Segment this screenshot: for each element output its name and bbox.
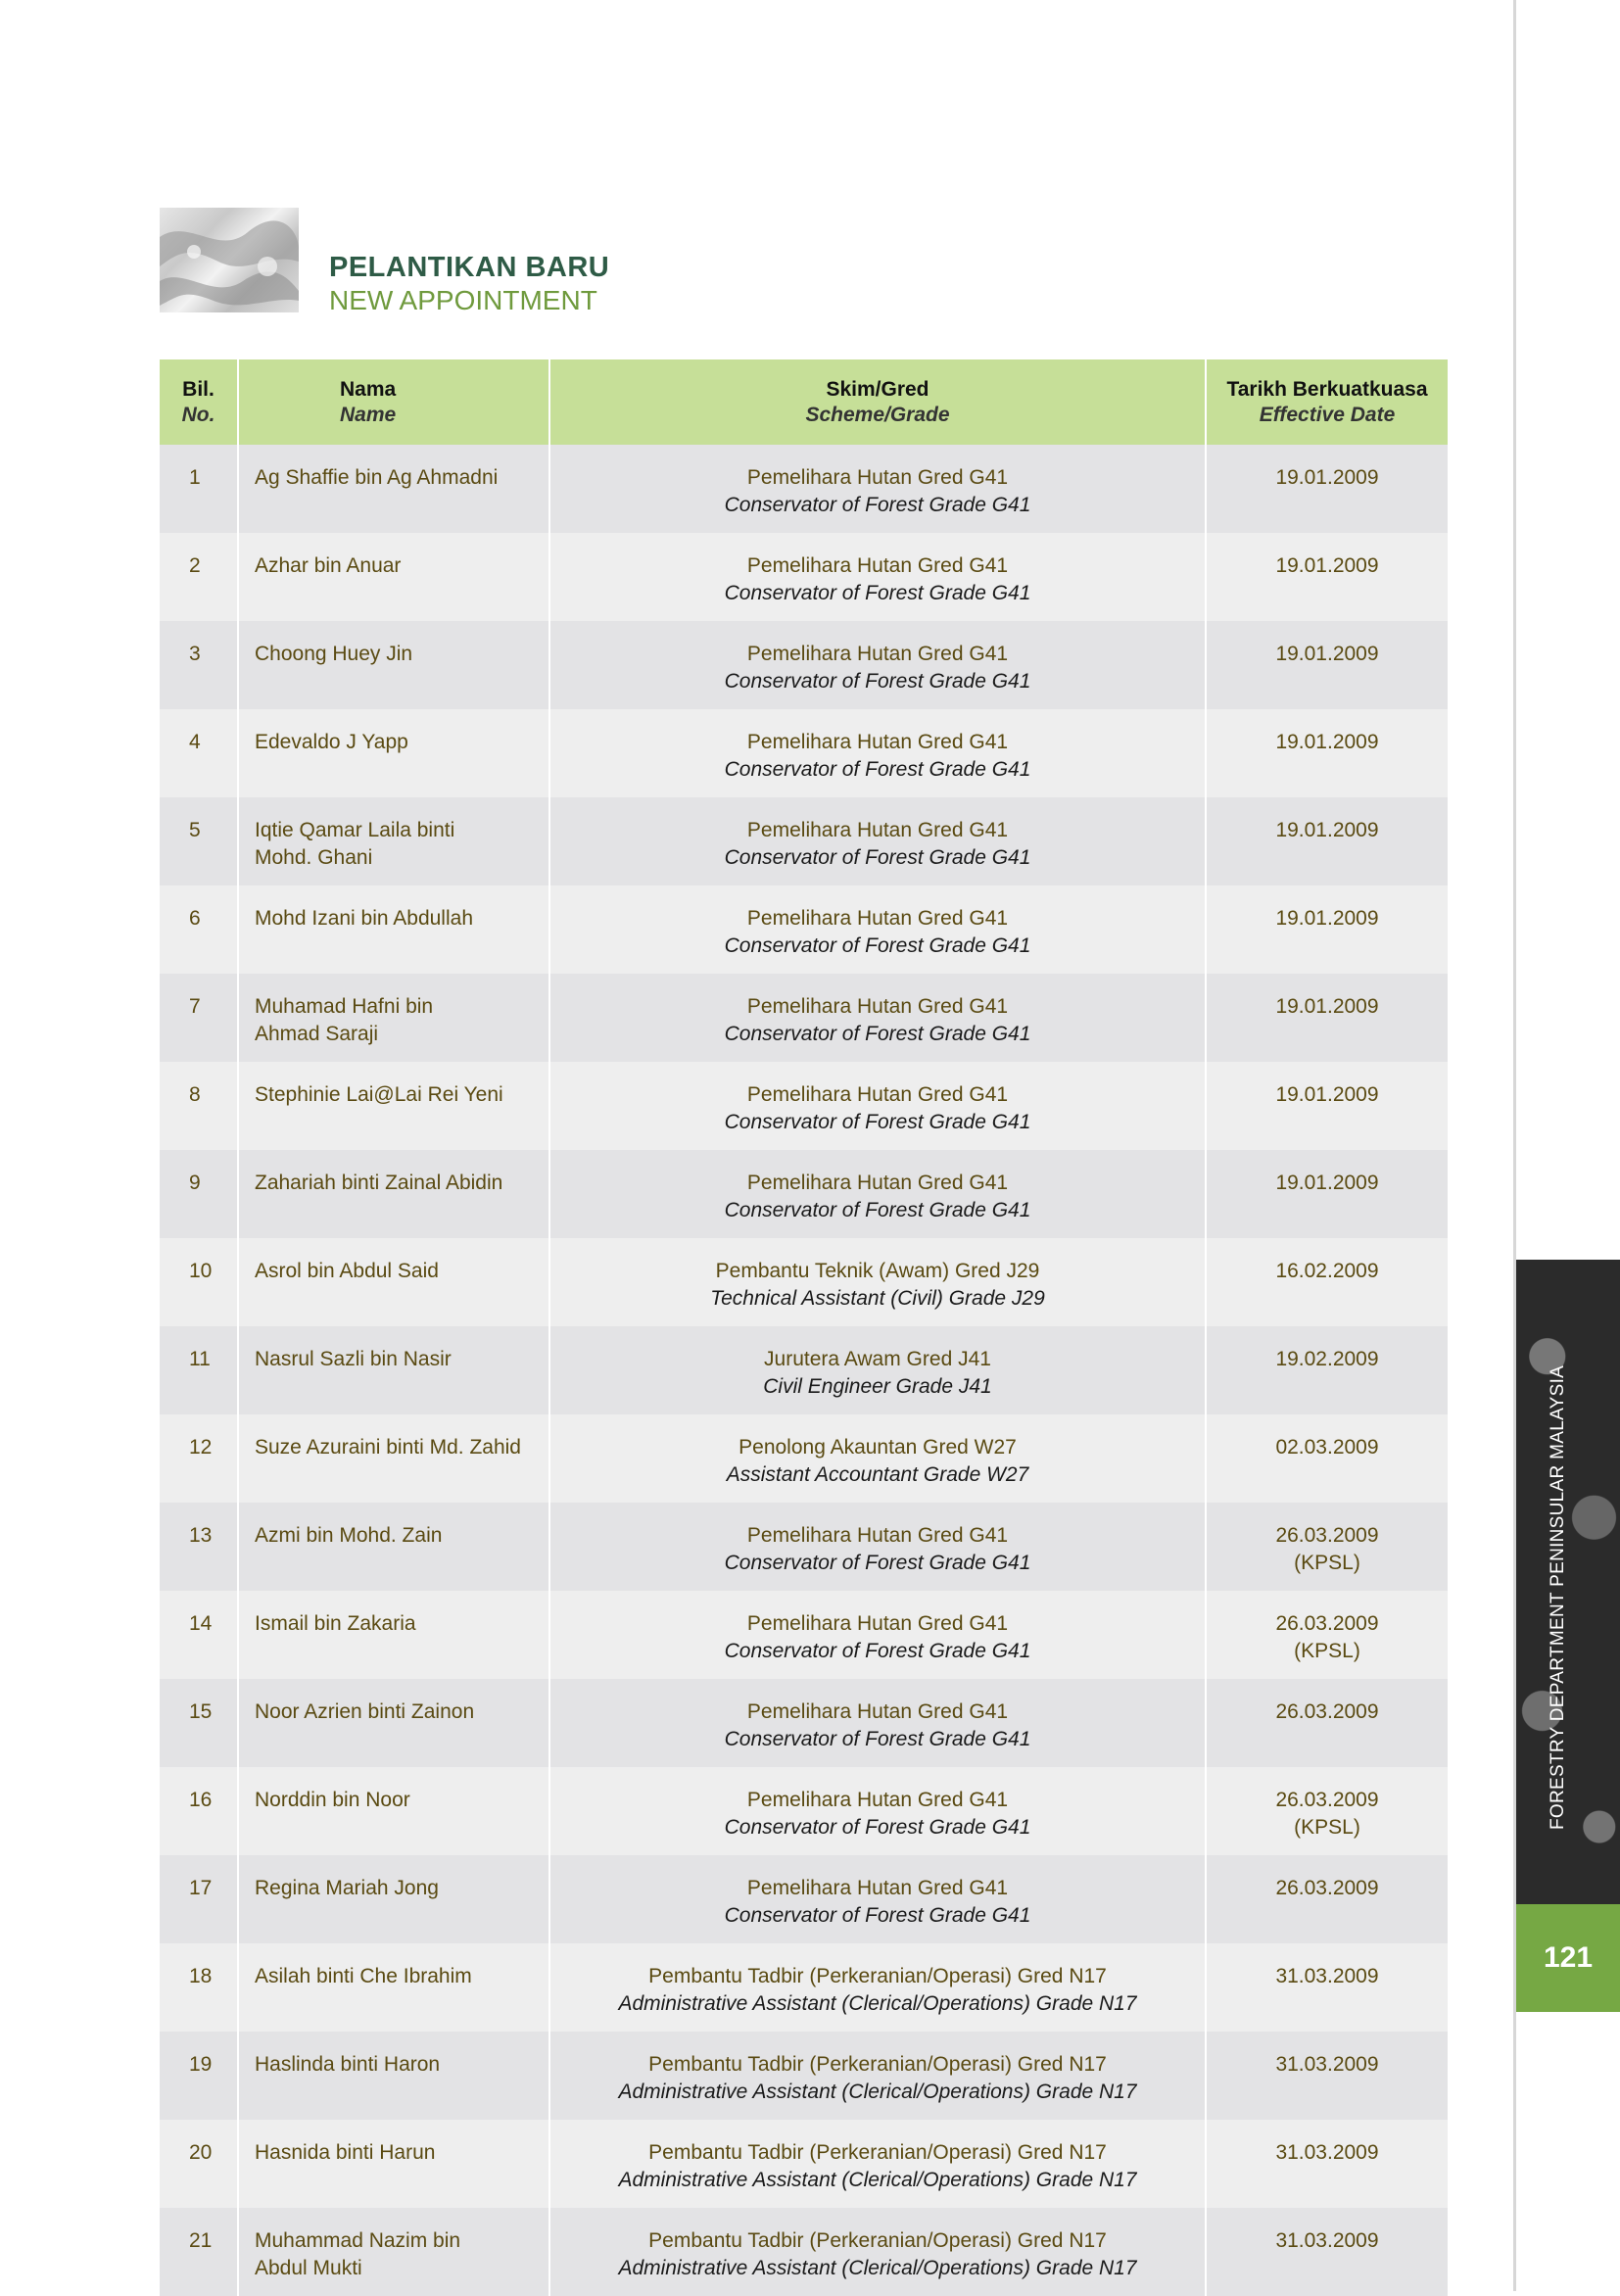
row-name-line1: Zahariah binti Zainal Abidin (255, 1172, 503, 1194)
row-scheme-ms: Pembantu Tadbir (Perkeranian/Operasi) Gred N17 (648, 2141, 1107, 2164)
row-name (238, 445, 549, 533)
section-heading (329, 251, 609, 317)
row-scheme-en: Conservator of Forest Grade G41 (724, 1023, 1031, 1045)
row-scheme (549, 1943, 1206, 2032)
heading-title-english: NEW APPOINTMENT (329, 285, 597, 315)
row-number: 20 (160, 2120, 238, 2208)
header-name (238, 359, 549, 445)
header-no-en: No. (181, 403, 215, 426)
row-name (238, 1855, 549, 1943)
row-scheme-en: Administrative Assistant (Clerical/Operations) Grade N17 (618, 2257, 1137, 2279)
row-scheme (549, 2208, 1206, 2296)
table-row (160, 1150, 1448, 1238)
row-number: 18 (160, 1943, 238, 2032)
header-scheme-ms: Skim/Gred (826, 377, 929, 401)
row-scheme (549, 2120, 1206, 2208)
row-date-note: (KPSL) (1294, 1816, 1360, 1839)
row-scheme (549, 1062, 1206, 1150)
row-name-line1: Asilah binti Che Ibrahim (255, 1965, 472, 1987)
row-name-line1: Mohd Izani bin Abdullah (255, 907, 473, 930)
row-date (1206, 974, 1448, 1062)
row-date-value: 19.02.2009 (1275, 1348, 1379, 1370)
row-date (1206, 2120, 1448, 2208)
table-row (160, 533, 1448, 621)
row-name (238, 885, 549, 974)
row-name (238, 2120, 549, 2208)
row-date (1206, 1062, 1448, 1150)
row-date-value: 19.01.2009 (1275, 1083, 1379, 1106)
row-date (1206, 621, 1448, 709)
row-name (238, 1238, 549, 1326)
row-name-line1: Muhamad Hafni bin (255, 995, 434, 1018)
row-number: 13 (160, 1503, 238, 1591)
row-name-line1: Iqtie Qamar Laila binti (255, 819, 455, 841)
table-row (160, 2032, 1448, 2120)
row-date (1206, 797, 1448, 885)
row-name (238, 1326, 549, 1414)
table-row (160, 2208, 1448, 2296)
row-scheme-ms: Pemelihara Hutan Gred G41 (746, 1083, 1009, 1106)
sidebar-department-text: FORESTRY DEPARTMENT PENINSULAR MALAYSIA (1548, 1364, 1568, 1830)
table-row (160, 621, 1448, 709)
row-number: 5 (160, 797, 238, 885)
row-scheme-en: Conservator of Forest Grade G41 (724, 670, 1031, 693)
row-scheme (549, 445, 1206, 533)
row-date-value: 19.01.2009 (1275, 554, 1379, 577)
row-name (238, 533, 549, 621)
table-row (160, 1062, 1448, 1150)
row-scheme (549, 1855, 1206, 1943)
row-scheme-en: Conservator of Forest Grade G41 (724, 758, 1031, 781)
row-scheme-en: Conservator of Forest Grade G41 (724, 1111, 1031, 1133)
table-row (160, 445, 1448, 533)
row-scheme (549, 1767, 1206, 1855)
row-date-value: 31.03.2009 (1275, 2141, 1379, 2164)
table-row (160, 1503, 1448, 1591)
row-number: 7 (160, 974, 238, 1062)
row-date-value: 16.02.2009 (1275, 1260, 1379, 1282)
row-scheme-ms: Pemelihara Hutan Gred G41 (746, 554, 1009, 577)
row-scheme-ms: Pemelihara Hutan Gred G41 (746, 731, 1009, 753)
row-scheme-en: Civil Engineer Grade J41 (763, 1375, 992, 1398)
row-name (238, 1767, 549, 1855)
row-scheme-en: Conservator of Forest Grade G41 (724, 1640, 1031, 1662)
row-name (238, 797, 549, 885)
row-number: 14 (160, 1591, 238, 1679)
row-date (1206, 2208, 1448, 2296)
row-name-line1: Haslinda binti Haron (255, 2053, 441, 2076)
row-name (238, 1062, 549, 1150)
row-date (1206, 1679, 1448, 1767)
header-scheme-en: Scheme/Grade (805, 403, 950, 426)
row-date-value: 26.03.2009 (1275, 1789, 1379, 1811)
row-number: 3 (160, 621, 238, 709)
header-date-en: Effective Date (1259, 403, 1396, 426)
row-name-line2: Ahmad Saraji (255, 1023, 379, 1045)
row-date (1206, 1503, 1448, 1591)
row-date (1206, 709, 1448, 797)
row-date-value: 19.01.2009 (1275, 995, 1379, 1018)
header-name-en: Name (340, 403, 397, 426)
row-scheme (549, 709, 1206, 797)
row-date-note: (KPSL) (1294, 1640, 1360, 1662)
row-scheme-ms: Pemelihara Hutan Gred G41 (746, 907, 1009, 930)
row-date (1206, 1855, 1448, 1943)
row-scheme-ms: Pemelihara Hutan Gred G41 (746, 1789, 1009, 1811)
row-scheme-en: Conservator of Forest Grade G41 (724, 494, 1031, 516)
row-name (238, 974, 549, 1062)
row-name-line1: Suze Azuraini binti Md. Zahid (255, 1436, 521, 1459)
row-scheme-ms: Pembantu Teknik (Awam) Gred J29 (715, 1260, 1040, 1282)
row-name-line1: Choong Huey Jin (255, 643, 413, 665)
row-date-value: 19.01.2009 (1275, 466, 1379, 489)
row-date (1206, 1591, 1448, 1679)
row-scheme (549, 1591, 1206, 1679)
row-name-line1: Ismail bin Zakaria (255, 1612, 416, 1635)
row-number: 19 (160, 2032, 238, 2120)
row-scheme-en: Administrative Assistant (Clerical/Operations) Grade N17 (618, 1992, 1137, 2015)
table-row (160, 709, 1448, 797)
row-number: 6 (160, 885, 238, 974)
row-scheme-en: Conservator of Forest Grade G41 (724, 1904, 1031, 1927)
table-row (160, 974, 1448, 1062)
row-name-line1: Ag Shaffie bin Ag Ahmadni (255, 466, 499, 489)
row-date (1206, 533, 1448, 621)
row-scheme-ms: Pemelihara Hutan Gred G41 (746, 1172, 1009, 1194)
swirl-pattern-icon (160, 208, 299, 312)
row-name (238, 1150, 549, 1238)
table-row (160, 885, 1448, 974)
row-scheme (549, 1150, 1206, 1238)
row-scheme-en: Conservator of Forest Grade G41 (724, 1199, 1031, 1221)
row-scheme-ms: Pembantu Tadbir (Perkeranian/Operasi) Gred N17 (648, 2229, 1107, 2252)
row-scheme-en: Administrative Assistant (Clerical/Operations) Grade N17 (618, 2169, 1137, 2191)
row-name-line1: Norddin bin Noor (255, 1789, 410, 1811)
row-date (1206, 2032, 1448, 2120)
row-scheme-ms: Pemelihara Hutan Gred G41 (746, 1877, 1009, 1899)
row-scheme (549, 2032, 1206, 2120)
row-number: 1 (160, 445, 238, 533)
row-number: 16 (160, 1767, 238, 1855)
row-date-value: 19.01.2009 (1275, 819, 1379, 841)
row-name-line2: Mohd. Ghani (255, 846, 373, 869)
row-date-value: 26.03.2009 (1275, 1877, 1379, 1899)
row-name-line1: Nasrul Sazli bin Nasir (255, 1348, 452, 1370)
row-date (1206, 1150, 1448, 1238)
row-number: 12 (160, 1414, 238, 1503)
row-number: 11 (160, 1326, 238, 1414)
row-scheme-ms: Pemelihara Hutan Gred G41 (746, 1524, 1009, 1547)
row-scheme (549, 797, 1206, 885)
section-logo-image (160, 208, 299, 312)
row-number: 15 (160, 1679, 238, 1767)
row-date (1206, 1238, 1448, 1326)
row-name (238, 2032, 549, 2120)
table-row (160, 1414, 1448, 1503)
row-scheme-en: Assistant Accountant Grade W27 (726, 1463, 1029, 1486)
row-date-value: 19.01.2009 (1275, 1172, 1379, 1194)
row-date-note: (KPSL) (1294, 1552, 1360, 1574)
row-scheme-ms: Pemelihara Hutan Gred G41 (746, 819, 1009, 841)
page-number: 121 (1516, 1904, 1620, 2012)
row-scheme-ms: Penolong Akauntan Gred W27 (739, 1436, 1017, 1459)
row-scheme-en: Conservator of Forest Grade G41 (724, 1552, 1031, 1574)
row-date (1206, 1943, 1448, 2032)
table-row (160, 1855, 1448, 1943)
row-scheme-ms: Pemelihara Hutan Gred G41 (746, 466, 1009, 489)
row-scheme-en: Conservator of Forest Grade G41 (724, 934, 1031, 957)
row-scheme-en: Conservator of Forest Grade G41 (724, 1816, 1031, 1839)
row-name-line1: Azhar bin Anuar (255, 554, 402, 577)
row-name-line1: Stephinie Lai@Lai Rei Yeni (255, 1083, 503, 1106)
header-date-ms: Tarikh Berkuatkuasa (1226, 377, 1428, 401)
row-date-value: 26.03.2009 (1275, 1612, 1379, 1635)
row-name (238, 1503, 549, 1591)
row-scheme-en: Conservator of Forest Grade G41 (724, 582, 1031, 604)
row-number: 4 (160, 709, 238, 797)
row-name-line1: Regina Mariah Jong (255, 1877, 439, 1899)
table-row (160, 1238, 1448, 1326)
row-scheme (549, 885, 1206, 974)
row-scheme (549, 1326, 1206, 1414)
row-scheme-ms: Pemelihara Hutan Gred G41 (746, 1612, 1009, 1635)
row-scheme (549, 1238, 1206, 1326)
header-scheme (549, 359, 1206, 445)
table-body (160, 445, 1448, 2296)
row-scheme-en: Technical Assistant (Civil) Grade J29 (710, 1287, 1045, 1310)
row-name (238, 709, 549, 797)
row-scheme (549, 1414, 1206, 1503)
table-row (160, 1767, 1448, 1855)
row-date (1206, 1414, 1448, 1503)
table-row (160, 1943, 1448, 2032)
row-name-line1: Asrol bin Abdul Said (255, 1260, 439, 1282)
row-name (238, 2208, 549, 2296)
row-date-value: 02.03.2009 (1275, 1436, 1379, 1459)
row-date-value: 19.01.2009 (1275, 907, 1379, 930)
heading-title-malay: PELANTIKAN BARU (329, 252, 610, 283)
header-name-ms: Nama (340, 377, 397, 401)
row-scheme-ms: Pembantu Tadbir (Perkeranian/Operasi) Gred N17 (648, 1965, 1107, 1987)
row-scheme-ms: Pemelihara Hutan Gred G41 (746, 995, 1009, 1018)
row-number: 2 (160, 533, 238, 621)
row-scheme (549, 533, 1206, 621)
row-number: 10 (160, 1238, 238, 1326)
row-date-value: 26.03.2009 (1275, 1524, 1379, 1547)
row-name (238, 1943, 549, 2032)
row-date-value: 26.03.2009 (1275, 1700, 1379, 1723)
row-scheme-en: Conservator of Forest Grade G41 (724, 1728, 1031, 1750)
row-date-value: 19.01.2009 (1275, 643, 1379, 665)
header-no (160, 359, 238, 445)
row-name-line1: Noor Azrien binti Zainon (255, 1700, 475, 1723)
row-number: 21 (160, 2208, 238, 2296)
row-name (238, 621, 549, 709)
table-row (160, 1591, 1448, 1679)
row-name (238, 1414, 549, 1503)
row-scheme-ms: Jurutera Awam Gred J41 (764, 1348, 991, 1370)
row-name-line1: Azmi bin Mohd. Zain (255, 1524, 443, 1547)
table-row (160, 1326, 1448, 1414)
row-name (238, 1591, 549, 1679)
table-row (160, 2120, 1448, 2208)
row-name-line1: Muhammad Nazim bin (255, 2229, 461, 2252)
header-date (1206, 359, 1448, 445)
row-name-line1: Hasnida binti Harun (255, 2141, 436, 2164)
row-scheme-en: Conservator of Forest Grade G41 (724, 846, 1031, 869)
row-scheme-ms: Pembantu Tadbir (Perkeranian/Operasi) Gred N17 (648, 2053, 1107, 2076)
row-scheme (549, 1503, 1206, 1591)
table-row (160, 797, 1448, 885)
row-date-value: 31.03.2009 (1275, 1965, 1379, 1987)
row-scheme-en: Administrative Assistant (Clerical/Operations) Grade N17 (618, 2081, 1137, 2103)
row-date-value: 31.03.2009 (1275, 2229, 1379, 2252)
row-name (238, 1679, 549, 1767)
row-date (1206, 885, 1448, 974)
row-date-value: 31.03.2009 (1275, 2053, 1379, 2076)
row-date (1206, 1767, 1448, 1855)
row-date (1206, 445, 1448, 533)
row-number: 8 (160, 1062, 238, 1150)
row-name-line1: Edevaldo J Yapp (255, 731, 408, 753)
row-number: 9 (160, 1150, 238, 1238)
row-scheme-ms: Pemelihara Hutan Gred G41 (746, 1700, 1009, 1723)
row-name-line2: Abdul Mukti (255, 2257, 362, 2279)
header-no-ms: Bil. (182, 377, 214, 401)
row-date (1206, 1326, 1448, 1414)
row-number: 17 (160, 1855, 238, 1943)
appointment-table (160, 359, 1448, 2296)
table-header-row (160, 359, 1448, 445)
row-scheme-ms: Pemelihara Hutan Gred G41 (746, 643, 1009, 665)
table-row (160, 1679, 1448, 1767)
row-date-value: 19.01.2009 (1275, 731, 1379, 753)
row-scheme (549, 621, 1206, 709)
row-scheme (549, 1679, 1206, 1767)
row-scheme (549, 974, 1206, 1062)
